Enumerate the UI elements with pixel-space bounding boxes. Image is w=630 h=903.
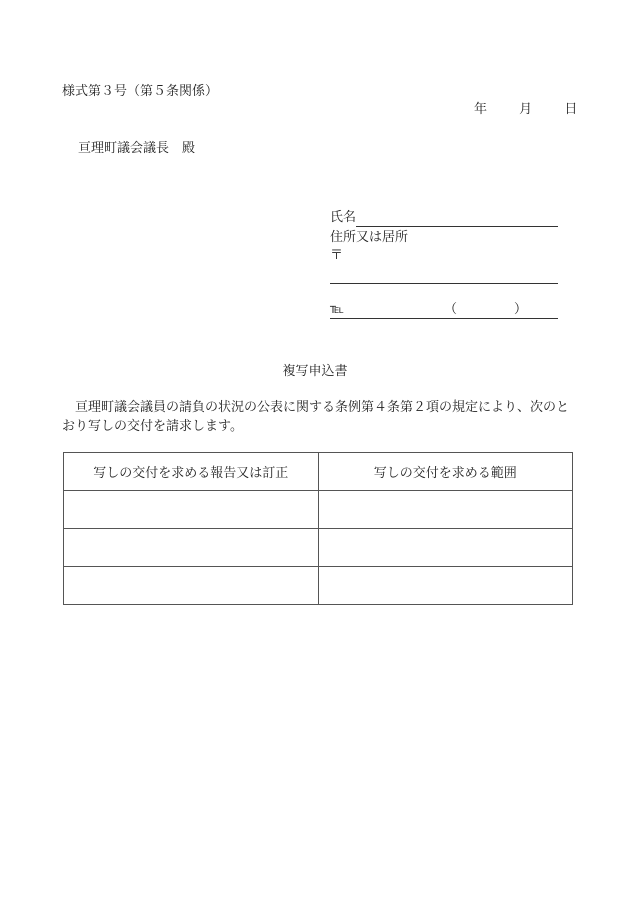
column-header-scope: 写しの交付を求める範囲 bbox=[318, 453, 573, 491]
table-row bbox=[64, 567, 573, 605]
table-row bbox=[64, 529, 573, 567]
name-row bbox=[330, 210, 558, 226]
date-month-label: 月 bbox=[519, 102, 533, 117]
postal-mark: 〒 bbox=[330, 248, 344, 263]
address-underline bbox=[330, 283, 558, 284]
column-header-report: 写しの交付を求める報告又は訂正 bbox=[64, 453, 319, 491]
form-number: 様式第３号（第５条関係） bbox=[62, 84, 219, 99]
tel-open-paren: （ bbox=[444, 302, 458, 317]
report-cell[interactable] bbox=[64, 491, 319, 529]
tel-row bbox=[330, 302, 558, 318]
scope-cell[interactable] bbox=[318, 529, 573, 567]
report-cell[interactable] bbox=[64, 567, 319, 605]
request-table bbox=[63, 452, 573, 605]
name-underline bbox=[356, 226, 558, 227]
scope-cell[interactable] bbox=[318, 567, 573, 605]
document-title: 複写申込書 bbox=[282, 364, 348, 379]
date-line bbox=[474, 98, 577, 117]
name-label: 氏名 bbox=[330, 210, 357, 225]
table-header-row bbox=[64, 453, 573, 491]
tel-underline bbox=[330, 318, 558, 319]
request-body-text: 亘理町議会議員の請負の状況の公表に関する条例第４条第２項の規定により、次のとおり写しの交付を請求します。 bbox=[62, 400, 570, 434]
date-day-label: 日 bbox=[564, 102, 578, 117]
tel-label: ℡ bbox=[330, 302, 344, 317]
report-cell[interactable] bbox=[64, 529, 319, 567]
scope-cell[interactable] bbox=[318, 491, 573, 529]
table-row bbox=[64, 491, 573, 529]
tel-close-paren: ） bbox=[514, 302, 528, 317]
address-label: 住所又は居所 bbox=[330, 230, 409, 245]
date-year-label: 年 bbox=[474, 102, 488, 117]
addressee: 亘理町議会議長 殿 bbox=[78, 141, 196, 156]
applicant-block bbox=[330, 210, 558, 318]
address-line bbox=[330, 267, 558, 283]
